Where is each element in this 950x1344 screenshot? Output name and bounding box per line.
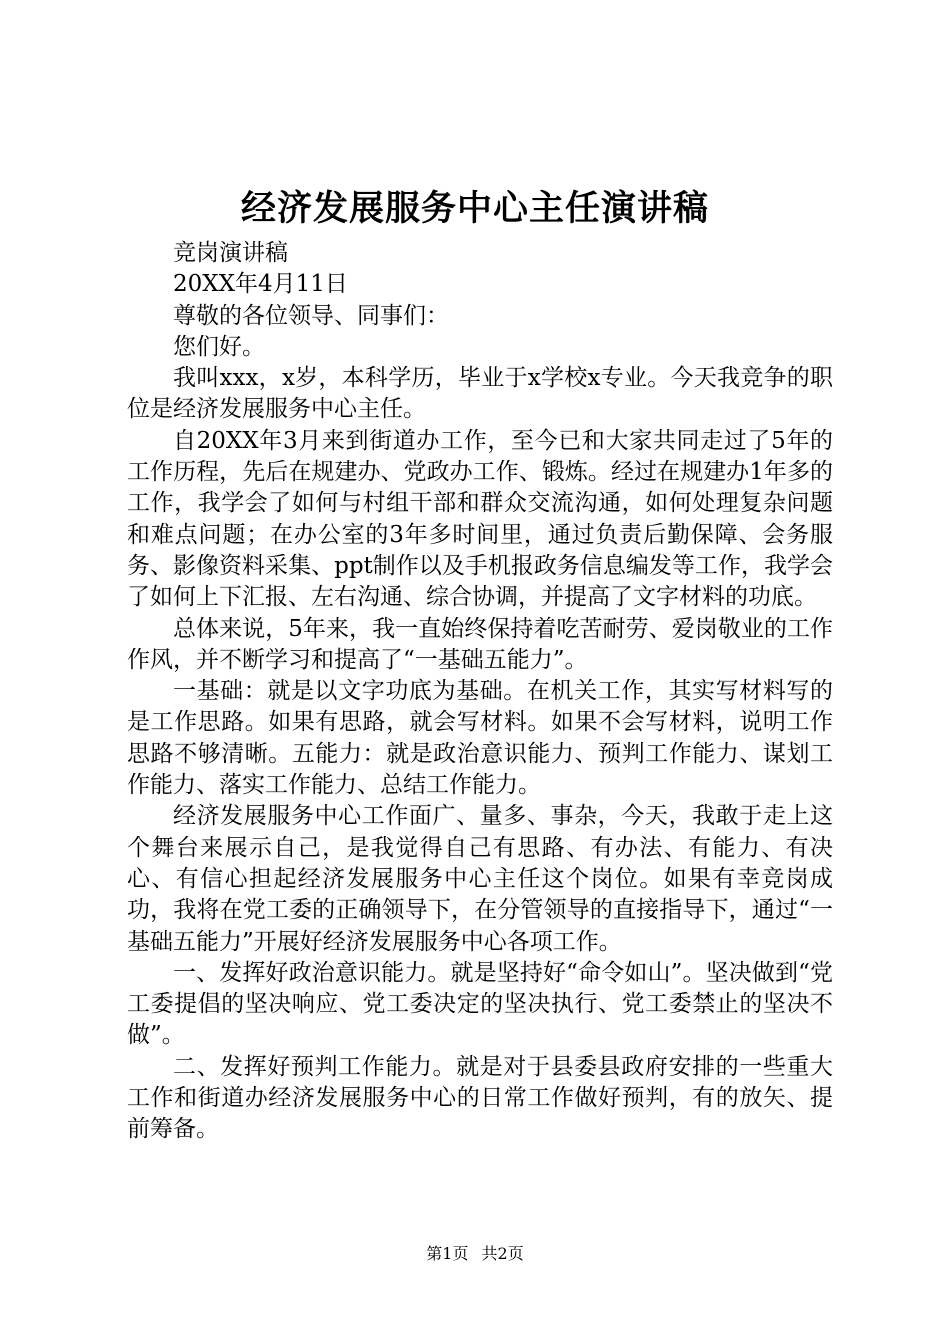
paragraph: 您们好。: [173, 333, 265, 360]
paragraph: 总体来说，5年来，我一直始终保持着吃苦耐劳、爱岗敬业的工作作风，并不断学习和提高了“一基础五能力”。: [127, 615, 833, 673]
paragraph: 二、发挥好预判工作能力。就是对于县委县政府安排的一些重大工作和街道办经济发展服务中心的日常工作做好预判，有的放矢、提前筹备。: [127, 1053, 833, 1143]
paragraph: 竞岗演讲稿: [173, 240, 288, 266]
paragraph: 经济发展服务中心工作面广、量多、事杂，今天，我敢于走上这个舞台来展示自己，是我觉得自己有思路、有办法、有能力、有决心、有信心担起经济发展服务中心主任这个岗位。如果有幸竞岗成功，我将在党工委的正确领导下，在分管领导的直接指导下，通过“一基础五能力”开展好经济发展服务中心各项工作。: [127, 803, 833, 955]
page-total: 共2页: [481, 1244, 524, 1263]
page-number: 第1页: [426, 1244, 469, 1263]
paragraph: 我叫xxx，x岁，本科学历，毕业于x学校x专业。今天我竞争的职位是经济发展服务中心主任。: [127, 365, 833, 423]
paragraph: 一基础：就是以文字功底为基础。在机关工作，其实写材料写的是工作思路。如果有思路，就会写材料。如果不会写材料，说明工作思路不够清晰。五能力：就是政治意识能力、预判工作能力、谋划工作能力、落实工作能力、总结工作能力。: [127, 678, 833, 799]
paragraph: 一、发挥好政治意识能力。就是坚持好“命令如山”。坚决做到“党工委提倡的坚决响应、党工委决定的坚决执行、党工委禁止的坚决不做”。: [127, 959, 833, 1049]
paragraph: 20XX年4月11日: [173, 271, 348, 298]
document-body: [127, 238, 833, 1146]
paragraph: 尊敬的各位领导、同事们：: [173, 302, 449, 329]
page-footer: [0, 1243, 950, 1265]
paragraph: 自20XX年3月来到街道办工作，至今已和大家共同走过了5年的工作历程，先后在规建办、党政办工作、锻炼。经过在规建办1年多的工作，我学会了如何与村组干部和群众交流沟通，如何处理复杂问题和难点问题；在办公室的3年多时间里，通过负责后勤保障、会务服务、影像资料采集、ppt制作以及手机报政务信息编发等工作，我学会了如何上下汇报、左右沟通、综合协调，并提高了文字材料的功底。: [127, 427, 833, 611]
document-title: 经济发展服务中心主任演讲稿: [240, 188, 709, 229]
